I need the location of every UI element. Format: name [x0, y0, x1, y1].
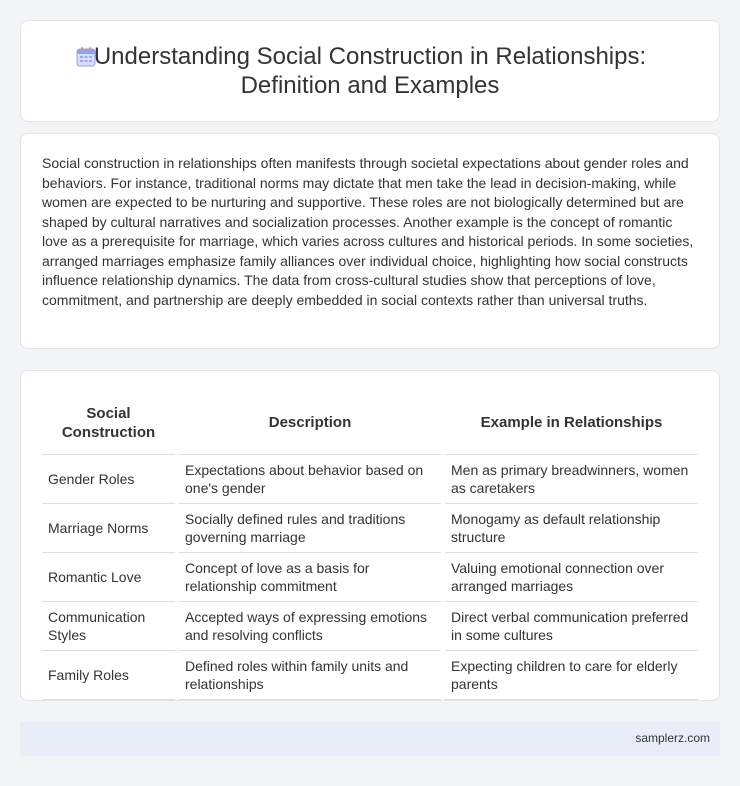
cell-description: Defined roles within family units and relationships	[177, 650, 443, 699]
table-row	[42, 601, 698, 650]
cell-description: Accepted ways of expressing emotions and resolving conflicts	[177, 601, 443, 650]
cell-construction: Family Roles	[42, 650, 177, 699]
table-header-row	[42, 392, 698, 454]
table-row	[42, 650, 698, 699]
cell-description: Concept of love as a basis for relationship commitment	[177, 552, 443, 601]
table-card	[20, 370, 720, 701]
intro-paragraph: Social construction in relationships often manifests through societal expectations about gender roles and behaviors. For instance, traditional norms may dictate that men take the lead in decision-making, while women are expected to be nurturing and supportive. These roles are not biologically determined but are shaped by cultural narratives and socialization processes. Another example is the concept of romantic love as a prerequisite for marriage, which varies across cultures and historical periods. In some societies, arranged marriages emphasize family alliances over individual choice, highlighting how social constructs influence relationship dynamics. The data from cross-cultural studies show that perceptions of love, commitment, and partnership are deeply embedded in social contexts rather than universal truths.	[42, 155, 694, 308]
cell-description: Expectations about behavior based on one's gender	[177, 454, 443, 503]
column-header-construction: Social Construction	[42, 392, 177, 454]
cell-description: Socially defined rules and traditions governing marriage	[177, 503, 443, 552]
cell-construction: Gender Roles	[42, 454, 177, 503]
title-card	[20, 20, 720, 122]
cell-example: Men as primary breadwinners, women as caretakers	[443, 454, 698, 503]
table-row	[42, 454, 698, 503]
intro-card	[20, 133, 720, 349]
footer	[20, 722, 720, 756]
column-header-example: Example in Relationships	[443, 392, 698, 454]
footer-site-link[interactable]: samplerz.com	[635, 731, 710, 745]
table-row	[42, 552, 698, 601]
cell-construction: Marriage Norms	[42, 503, 177, 552]
cell-example: Expecting children to care for elderly parents	[443, 650, 698, 699]
cell-construction: Romantic Love	[42, 552, 177, 601]
cell-example: Monogamy as default relationship structure	[443, 503, 698, 552]
cell-example: Valuing emotional connection over arranged marriages	[443, 552, 698, 601]
column-header-description: Description	[177, 392, 443, 454]
constructions-table	[42, 392, 698, 700]
page-title: Understanding Social Construction in Relationships: Definition and Examples	[93, 43, 647, 99]
cell-example: Direct verbal communication preferred in some cultures	[443, 601, 698, 650]
cell-construction: Communication Styles	[42, 601, 177, 650]
table-row	[42, 503, 698, 552]
